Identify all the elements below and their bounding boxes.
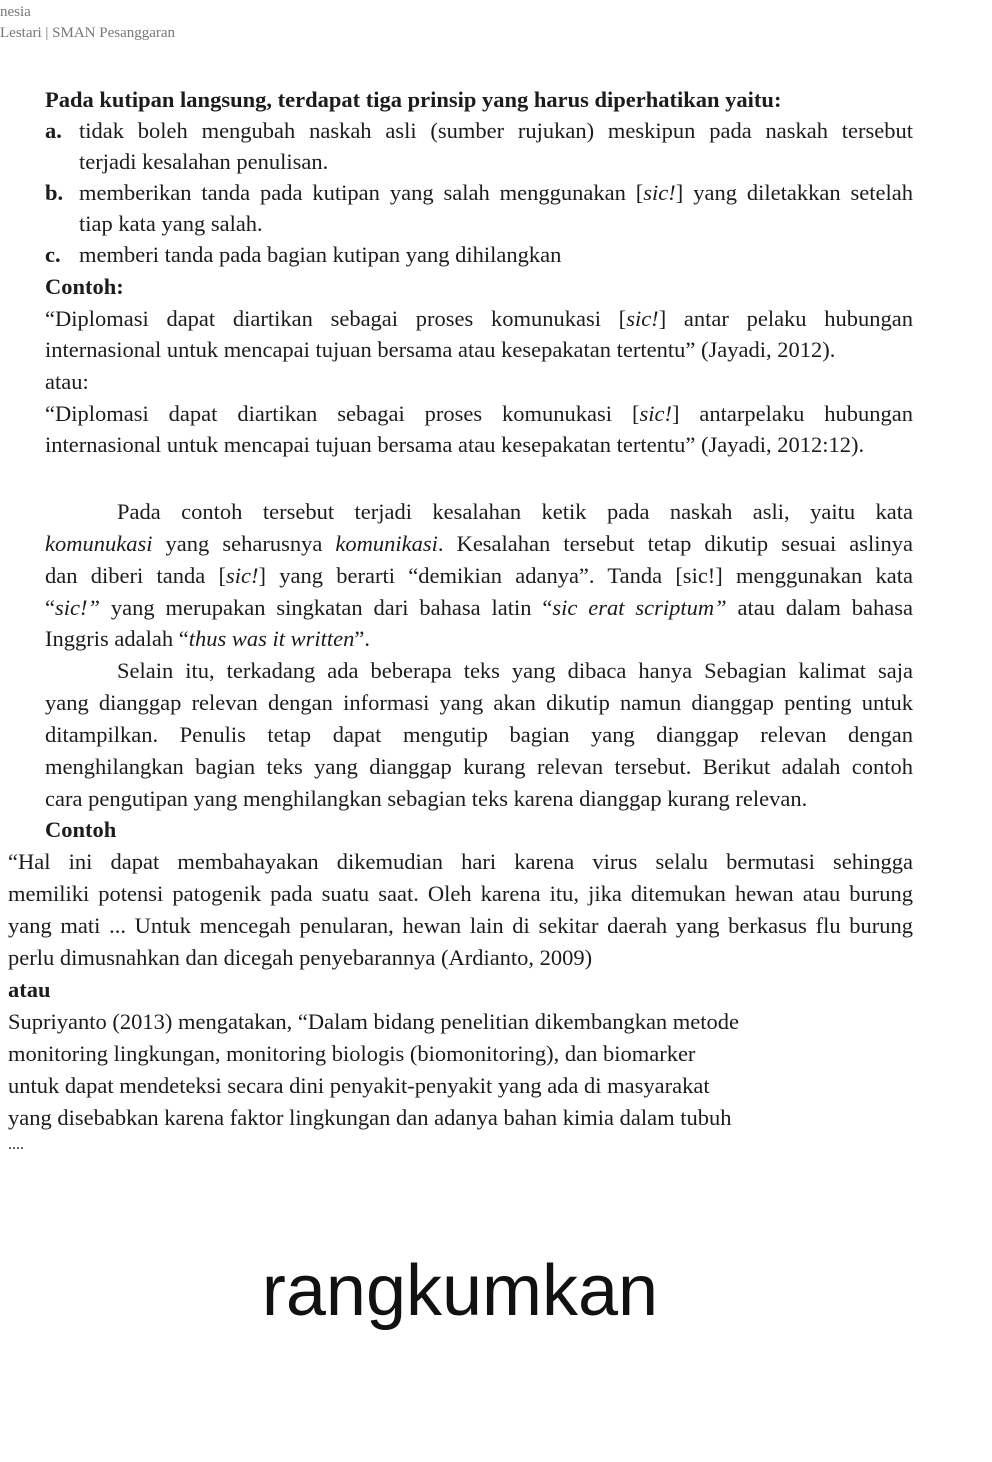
list-marker: a. [45, 118, 62, 143]
quote-1-line: “Hal ini dapat membahayakan dikemudian hari karena virus selalu bermutasi sehingga [8, 849, 913, 874]
paragraph-1-line: komunukasi yang seharusnya komunikasi. Kesalahan tersebut tetap dikutip sesuai aslinya [45, 531, 914, 556]
example-label: Contoh: [45, 274, 124, 299]
quote-2-line: .... [8, 1136, 24, 1153]
paragraph-1-line: Inggris adalah “thus was it written”. [45, 626, 370, 651]
quote-1-line: perlu dimusnahkan dan dicegah penyebarannya (Ardianto, 2009) [8, 945, 593, 970]
paragraph-1-line: “sic!” yang merupakan singkatan dari bahasa latin “sic erat scriptum” atau dalam bahasa [45, 595, 913, 620]
or-label: atau: [45, 369, 89, 394]
list-item-b-cont: tiap kata yang salah. [79, 211, 263, 236]
quote-2-line: yang disebabkan karena faktor lingkungan dan adanya bahan kimia dalam tubuh [8, 1105, 732, 1130]
list-marker: b. [45, 180, 64, 205]
quote-1-line: yang mati ... Untuk mencegah penularan, hewan lain di sekitar daerah yang berkasus flu burung [8, 913, 913, 938]
example-quote-1: “Diplomasi dapat diartikan sebagai proses komunukasi [sic!] antar pelaku hubungan [45, 306, 914, 331]
page-header-author: Lestari | SMAN Pesanggaran [0, 25, 176, 41]
page-header-title: nesia [0, 4, 31, 20]
or-label-2: atau [8, 977, 51, 1002]
list-item-b: b. memberikan tanda pada kutipan yang salah menggunakan [sic!] yang diletakkan setelah [45, 177, 913, 208]
quote-2-line: untuk dapat mendeteksi secara dini penyakit-penyakit yang ada di masyarakat [8, 1073, 710, 1098]
quote-2-line: Supriyanto (2013) mengatakan, “Dalam bidang penelitian dikembangkan metode [8, 1009, 740, 1034]
list-item-c: c. memberi tanda pada bagian kutipan yang dihilangkan [45, 239, 561, 270]
quote-1-line: memiliki potensi patogenik pada suatu saat. Oleh karena itu, jika ditemukan hewan atau burung [8, 881, 913, 906]
example-quote-2-cont: internasional untuk mencapai tujuan bersama atau kesepakatan tertentu” (Jayadi, 2012:12). [45, 432, 865, 457]
list-marker: c. [45, 242, 61, 267]
example-label-2: Contoh [45, 817, 117, 842]
paragraph-2-line: Selain itu, terkadang ada beberapa teks yang dibaca hanya Sebagian kalimat saja [117, 658, 913, 683]
paragraph-1-line: dan diberi tanda [sic!] yang berarti “demikian adanya”. Tanda [sic!] menggunakan kata [45, 563, 914, 588]
paragraph-2-line: yang dianggap relevan dengan informasi yang akan dikutip namun dianggap penting untuk [45, 690, 913, 715]
example-quote-2: “Diplomasi dapat diartikan sebagai proses komunukasi [sic!] antarpelaku hubungan [45, 401, 914, 426]
paragraph-2-line: ditampilkan. Penulis tetap dapat mengutip bagian yang dianggap relevan dengan [45, 722, 913, 747]
section-heading: Pada kutipan langsung, terdapat tiga prinsip yang harus diperhatikan yaitu: [45, 87, 782, 112]
paragraph-2-line: cara pengutipan yang menghilangkan sebagian teks karena dianggap kurang relevan. [45, 786, 808, 811]
example-quote-1-cont: internasional untuk mencapai tujuan bersama atau kesepakatan tertentu” (Jayadi, 2012). [45, 337, 836, 362]
caption-text: rangkumkan [261, 1251, 659, 1331]
list-item-a: a. tidak boleh mengubah naskah asli (sumber rujukan) meskipun pada naskah tersebut [45, 115, 913, 146]
paragraph-1-line: Pada contoh tersebut terjadi kesalahan ketik pada naskah asli, yaitu kata [117, 499, 913, 524]
paragraph-2-line: menghilangkan bagian teks yang dianggap kurang relevan tersebut. Berikut adalah contoh [45, 754, 913, 779]
list-item-a-cont: terjadi kesalahan penulisan. [79, 149, 329, 174]
quote-2-line: monitoring lingkungan, monitoring biologis (biomonitoring), dan biomarker [8, 1041, 696, 1066]
